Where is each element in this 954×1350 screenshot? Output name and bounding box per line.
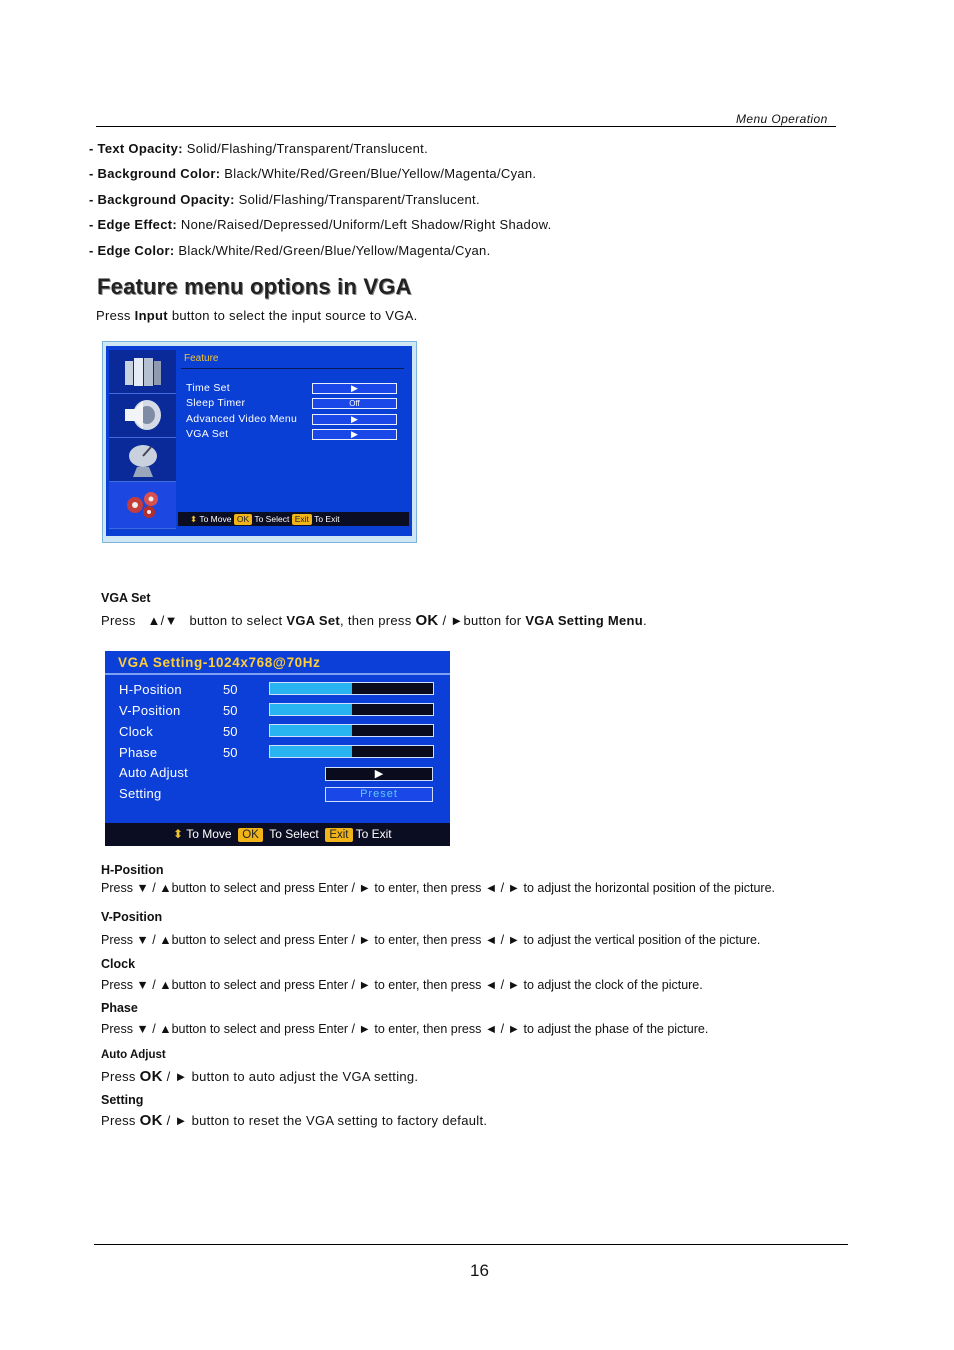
v-position-heading: V-Position [101,910,163,924]
vga-row-phase[interactable]: Phase [119,745,158,760]
vga-set-heading: VGA Set [101,591,151,605]
option-edge-effect: - Edge Effect: None/Raised/Depressed/Uniform/Left Shadow/Right Shadow. [89,217,552,232]
option-text-opacity: - Text Opacity: Solid/Flashing/Transparent/Translucent. [89,141,428,156]
up-down-arrows: ▲/▼ [147,613,178,628]
advanced-video-arrow[interactable]: ▶ [312,414,397,425]
setting-description: Press OK / ► button to reset the VGA setting to factory default. [101,1112,488,1129]
vga-set-arrow[interactable]: ▶ [312,429,397,440]
exit-key: Exit [325,828,352,842]
time-set-arrow[interactable]: ▶ [312,383,397,394]
h-position-value: 50 [223,682,238,697]
feature-menu-divider [181,368,404,369]
clock-value: 50 [223,724,238,739]
preset-button[interactable]: Preset [325,787,433,802]
clock-heading: Clock [101,957,136,971]
menu-icon-column [109,350,176,528]
vga-menu-title: VGA Setting-1024x768@70Hz [118,655,321,670]
h-position-slider[interactable] [269,682,434,695]
feature-menu-icon[interactable] [109,482,176,529]
vga-menu-footer: ⬍ To Move OK To Select Exit To Exit [105,823,450,846]
sleep-timer-value[interactable]: Off [312,398,397,409]
feature-menu-title: Feature [184,353,219,364]
intro-text: Press Input button to select the input source to VGA. [96,308,418,323]
menu-item-sleep-timer[interactable]: Sleep Timer [186,397,246,409]
setting-heading: Setting [101,1093,144,1107]
clock-description: Press ▼ / ▲button to select and press Enter / ► to enter, then press ◄ / ► to adjust the clock of the picture. [101,978,703,992]
channel-menu-icon[interactable] [109,438,176,482]
vga-row-auto-adjust[interactable]: Auto Adjust [119,765,189,780]
header-rule [96,126,836,127]
clock-slider[interactable] [269,724,434,737]
menu-item-vga-set[interactable]: VGA Set [186,428,229,440]
page-number: 16 [470,1261,489,1280]
vga-row-clock[interactable]: Clock [119,724,154,739]
up-down-icon: ⬍ [173,827,184,841]
option-background-opacity: - Background Opacity: Solid/Flashing/Transparent/Translucent. [89,192,480,207]
picture-menu-icon[interactable] [109,350,176,394]
feature-menu-footer: ⬍ To Move OK To Select Exit To Exit [178,512,409,526]
footer-rule [94,1244,848,1245]
ok-key: OK [238,828,263,842]
h-position-description: Press ▼ / ▲button to select and press Enter / ► to enter, then press ◄ / ► to adjust the horizontal position of the picture. [101,881,776,895]
vga-set-instruction: Press ▲/▼ button to select VGA Set, then press OK / ►button for VGA Setting Menu. [101,612,647,629]
menu-item-time-set[interactable]: Time Set [186,382,231,394]
vga-row-v-position[interactable]: V-Position [119,703,181,718]
ok-key: OK [234,514,252,525]
sound-menu-icon[interactable] [109,394,176,438]
exit-key: Exit [292,514,312,525]
vga-row-h-position[interactable]: H-Position [119,682,182,697]
phase-description: Press ▼ / ▲button to select and press Enter / ► to enter, then press ◄ / ► to adjust the phase of the picture. [101,1022,709,1036]
vga-menu-divider [105,673,450,675]
v-position-description: Press ▼ / ▲button to select and press Enter / ► to enter, then press ◄ / ► to adjust the vertical position of the picture. [101,933,761,947]
auto-adjust-heading: Auto Adjust [101,1049,166,1061]
option-edge-color: - Edge Color: Black/White/Red/Green/Blue/Yellow/Magenta/Cyan. [89,243,491,258]
section-header: Menu Operation [736,112,828,126]
h-position-heading: H-Position [101,863,164,877]
option-background-color: - Background Color: Black/White/Red/Green/Blue/Yellow/Magenta/Cyan. [89,166,537,181]
vga-row-setting[interactable]: Setting [119,786,162,801]
page-heading: Feature menu options in VGA [97,274,412,299]
menu-item-advanced-video[interactable]: Advanced Video Menu [186,413,298,425]
v-position-slider[interactable] [269,703,434,716]
auto-adjust-button[interactable]: ▶ [325,767,433,781]
phase-heading: Phase [101,1001,138,1015]
auto-adjust-description: Press OK / ► button to auto adjust the VGA setting. [101,1068,419,1085]
up-down-icon: ⬍ [190,514,198,524]
phase-slider[interactable] [269,745,434,758]
v-position-value: 50 [223,703,238,718]
phase-value: 50 [223,745,238,760]
